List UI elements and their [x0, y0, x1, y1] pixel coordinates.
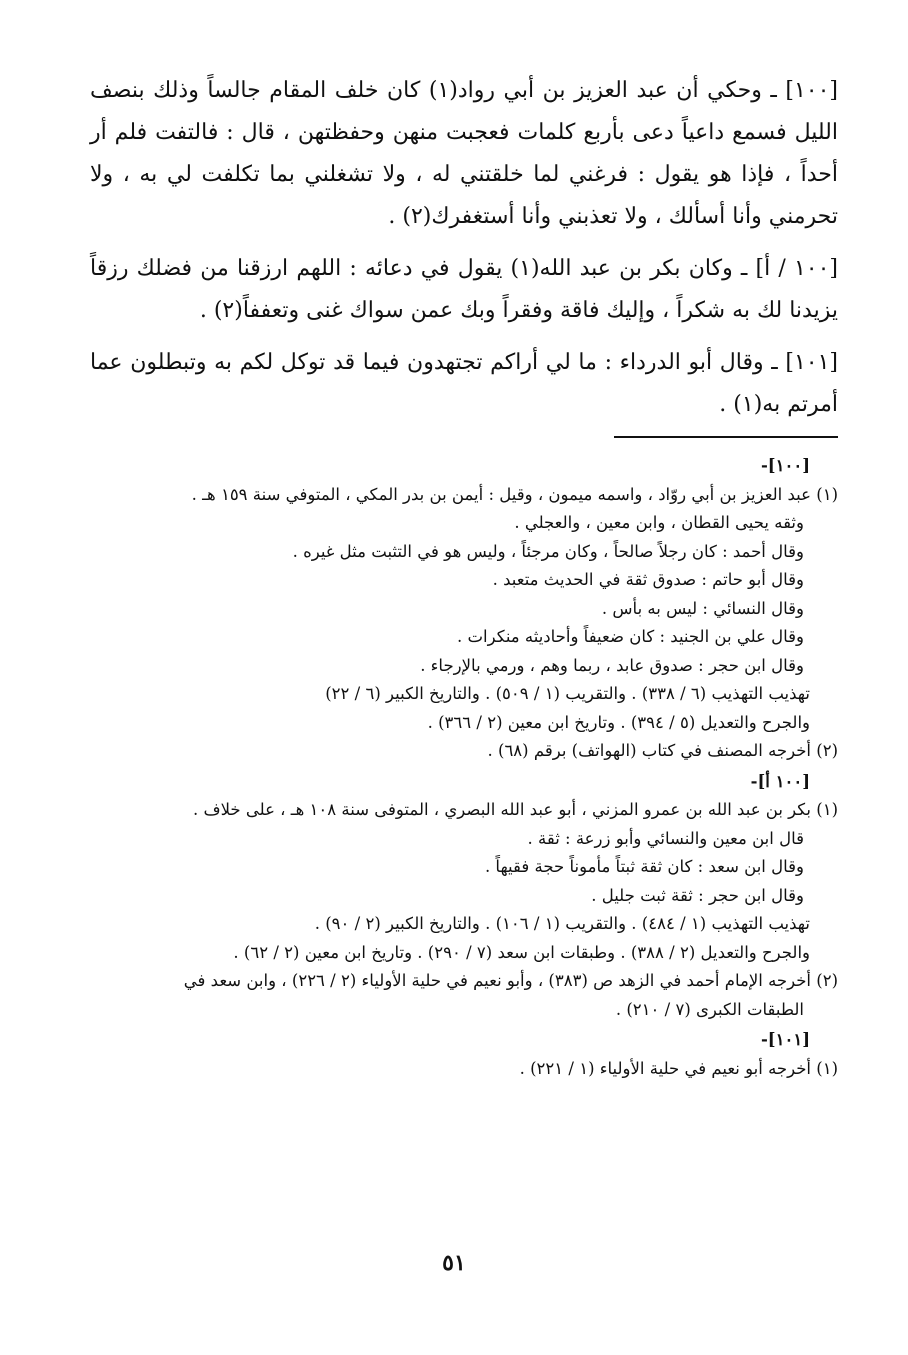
- footnote-100-1-line: وقال النسائي : ليس به بأس .: [601, 598, 804, 618]
- footnote-100-1-line: وقال ابن حجر : صدوق عابد ، ربما وهم ، ورمي بالإرجاء .: [420, 655, 804, 675]
- footnote-100a-2-cont: الطبقات الكبرى (٧ / ٢١٠) .: [615, 999, 804, 1019]
- main-text: [90, 70, 838, 426]
- footnote-100a-1: (١) بكر بن عبد الله بن عمرو المزني ، أبو عبد الله البصري ، المتوفى سنة ١٠٨ هـ ، على خلاف .: [192, 800, 838, 819]
- footnote-100a-1-refs: تهذيب التهذيب (١ / ٤٨٤) . والتقريب (١ / ١٠٦) . والتاريخ الكبير (٢ / ٩٠) .: [314, 914, 810, 933]
- paragraph-101: [١٠١] ـ وقال أبو الدرداء : ما لي أراكم تجتهدون فيما قد توكل لكم به وتبطلون عما أمرتم به(١) .: [90, 350, 838, 417]
- footnote-100a-2: (٢) أخرجه الإمام أحمد في الزهد ص (٣٨٣) ، وأبو نعيم في حلية الأولياء (٢ / ٢٢٦) ، وابن سعد في: [183, 971, 838, 990]
- footnote-100-1-line: وقال علي بن الجنيد : كان ضعيفاً وأحاديثه منكرات .: [457, 627, 804, 646]
- footnote-heading-100: [١٠٠]-: [760, 456, 810, 475]
- footnote-heading-100a: [١٠٠ أ]-: [750, 771, 810, 791]
- footnote-100-2: (٢) أخرجه المصنف في كتاب (الهواتف) برقم (٦٨) .: [487, 741, 838, 760]
- footnote-100a-1-line: وقال ابن سعد : كان ثقة ثبتاً مأموناً حجة فقيهاً .: [484, 857, 804, 876]
- footnote-heading-101: [١٠١]-: [760, 1030, 810, 1049]
- footnote-100-1-line: وثقه يحيى القطان ، وابن معين ، والعجلي .: [514, 513, 804, 532]
- footnote-100-1-refs: والجرح والتعديل (٥ / ٣٩٤) . وتاريخ ابن معين (٢ / ٣٦٦) .: [427, 712, 810, 732]
- footnote-101-1: (١) أخرجه أبو نعيم في حلية الأولياء (١ / ٢٢١) .: [519, 1058, 838, 1078]
- footnote-100-1-refs: تهذيب التهذيب (٦ / ٣٣٨) . والتقريب (١ / ٥٠٩) . والتاريخ الكبير (٦ / ٢٢): [325, 684, 810, 703]
- footnote-100a-1-line: قال ابن معين والنسائي وأبو زرعة : ثقة .: [527, 828, 804, 848]
- document-page: [90, 70, 838, 1355]
- footnote-separator: [614, 436, 838, 438]
- paragraph-100: [١٠٠] ـ وحكي أن عبد العزيز بن أبي رواد(١) كان خلف المقام جالساً وذلك بنصف الليل فسمع داعياً دعى بأربع كلمات فعجبت منهن وحفظتهن ، قال : فالتفت فلم أر أحداً ، فإذا هو يقول : فرغني لما خلقتني له ، ولا تشغلني بما تكلفت لي به ، ولا تحرمني وأنا أسألك ، ولا تعذبني وأنا أستغفرك(٢) .: [90, 78, 838, 229]
- footnote-100-1-line: وقال أحمد : كان رجلاً صالحاً ، وكان مرجئاً ، وليس هو في التثبت مثل غيره .: [292, 541, 804, 561]
- footnote-100a-1-refs: والجرح والتعديل (٢ / ٣٨٨) . وطبقات ابن سعد (٧ / ٢٩٠) . وتاريخ ابن معين (٢ / ٦٢) .: [233, 942, 810, 962]
- footnote-100a-1-line: وقال ابن حجر : ثقة ثبت جليل .: [591, 885, 804, 905]
- footnote-100-1-line: وقال أبو حاتم : صدوق ثقة في الحديث متعبد .: [492, 570, 804, 589]
- footnotes: [90, 452, 838, 1083]
- paragraph-100a: [١٠٠ / أ] ـ وكان بكر بن عبد الله(١) يقول في دعائه : اللهم ارزقنا من فضلك رزقاً يزيدنا لك به شكراً ، وإليك فاقة وفقراً وبك عمن سواك غنى وتعففاً(٢) .: [90, 256, 839, 323]
- footnote-100-1: (١) عبد العزيز بن أبي روّاد ، واسمه ميمون ، وقيل : أيمن بن بدر المكي ، المتوفي سنة ١٥٩ هـ .: [191, 484, 838, 504]
- page-number: ٥١: [442, 1250, 466, 1276]
